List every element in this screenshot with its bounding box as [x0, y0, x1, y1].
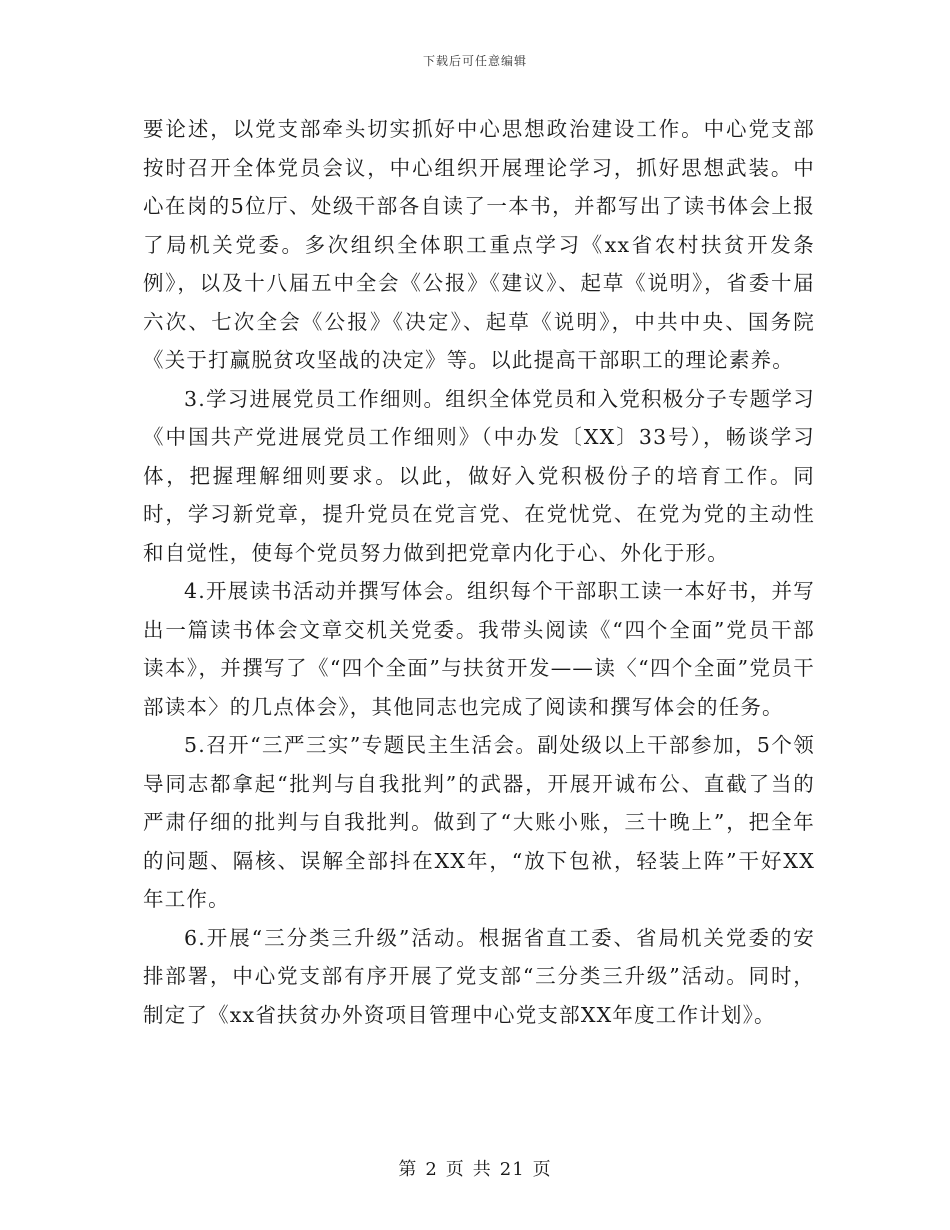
paragraph-item-4: 4.开展读书活动并撰写体会。组织每个干部职工读一本好书，并写出一篇读书体会文章交机关党委。我带头阅读《“四个全面”党员干部读本》，并撰写了《“四个全面”与扶贫开发——读〈“四个全面”党员干部读本〉的几点体会》，其他同志也完成了阅读和撰写体会的任务。: [143, 579, 815, 719]
paragraph-continuation: 要论述，以党支部牵头切实抓好中心思想政治建设工作。中心党支部按时召开全体党员会议，中心组织开展理论学习，抓好思想武装。中心在岗的5位厅、处级干部各自读了一本书，并都写出了读书体会上报了局机关党委。多次组织全体职工重点学习《xx省农村扶贫开发条例》，以及十八届五中全会《公报》《建议》、起草《说明》，省委十届六次、七次全会《公报》《决定》、起草《说明》，中共中央、国务院《关于打赢脱贫攻坚战的决定》等。以此提高干部职工的理论素养。: [143, 117, 815, 372]
footer-label-ye-2: 页: [532, 1159, 552, 1180]
footer-current-page: 2: [425, 1159, 438, 1180]
paragraph-item-3: 3.学习进展党员工作细则。组织全体党员和入党积极分子专题学习《中国共产党进展党员工作细则》（中办发〔XX〕33号），畅谈学习体，把握理解细则要求。以此，做好入党积极份子的培育工作。同时，学习新党章，提升党员在党言党、在党忧党、在党为党的主动性和自觉性，使每个党员努力做到把党章内化于心、外化于形。: [143, 386, 815, 565]
footer-label-di: 第: [398, 1159, 418, 1180]
footer-total-pages: 21: [499, 1159, 525, 1180]
paragraph-item-6: 6.开展“三分类三升级”活动。根据省直工委、省局机关党委的安排部署，中心党支部有序开展了党支部“三分类三升级”活动。同时，制定了《xx省扶贫办外资项目管理中心党支部XX年度工作计划》。: [143, 925, 815, 1027]
page-footer: [0, 1155, 950, 1181]
footer-label-ye: 页: [445, 1159, 465, 1180]
page-header: 下载后可任意编辑: [422, 54, 527, 68]
document-body: [143, 110, 815, 1034]
paragraph-item-5: 5.召开“三严三实”专题民主生活会。副处级以上干部参加，5个领导同志都拿起“批判与自我批判”的武器，开展开诚布公、直截了当的严肃仔细的批判与自我批判。做到了“大账小账，三十晚上”，把全年的问题、隔核、误解全部抖在XX年，“放下包袱，轻装上阵”干好XX年工作。: [143, 733, 815, 911]
footer-label-gong: 共: [472, 1159, 492, 1180]
